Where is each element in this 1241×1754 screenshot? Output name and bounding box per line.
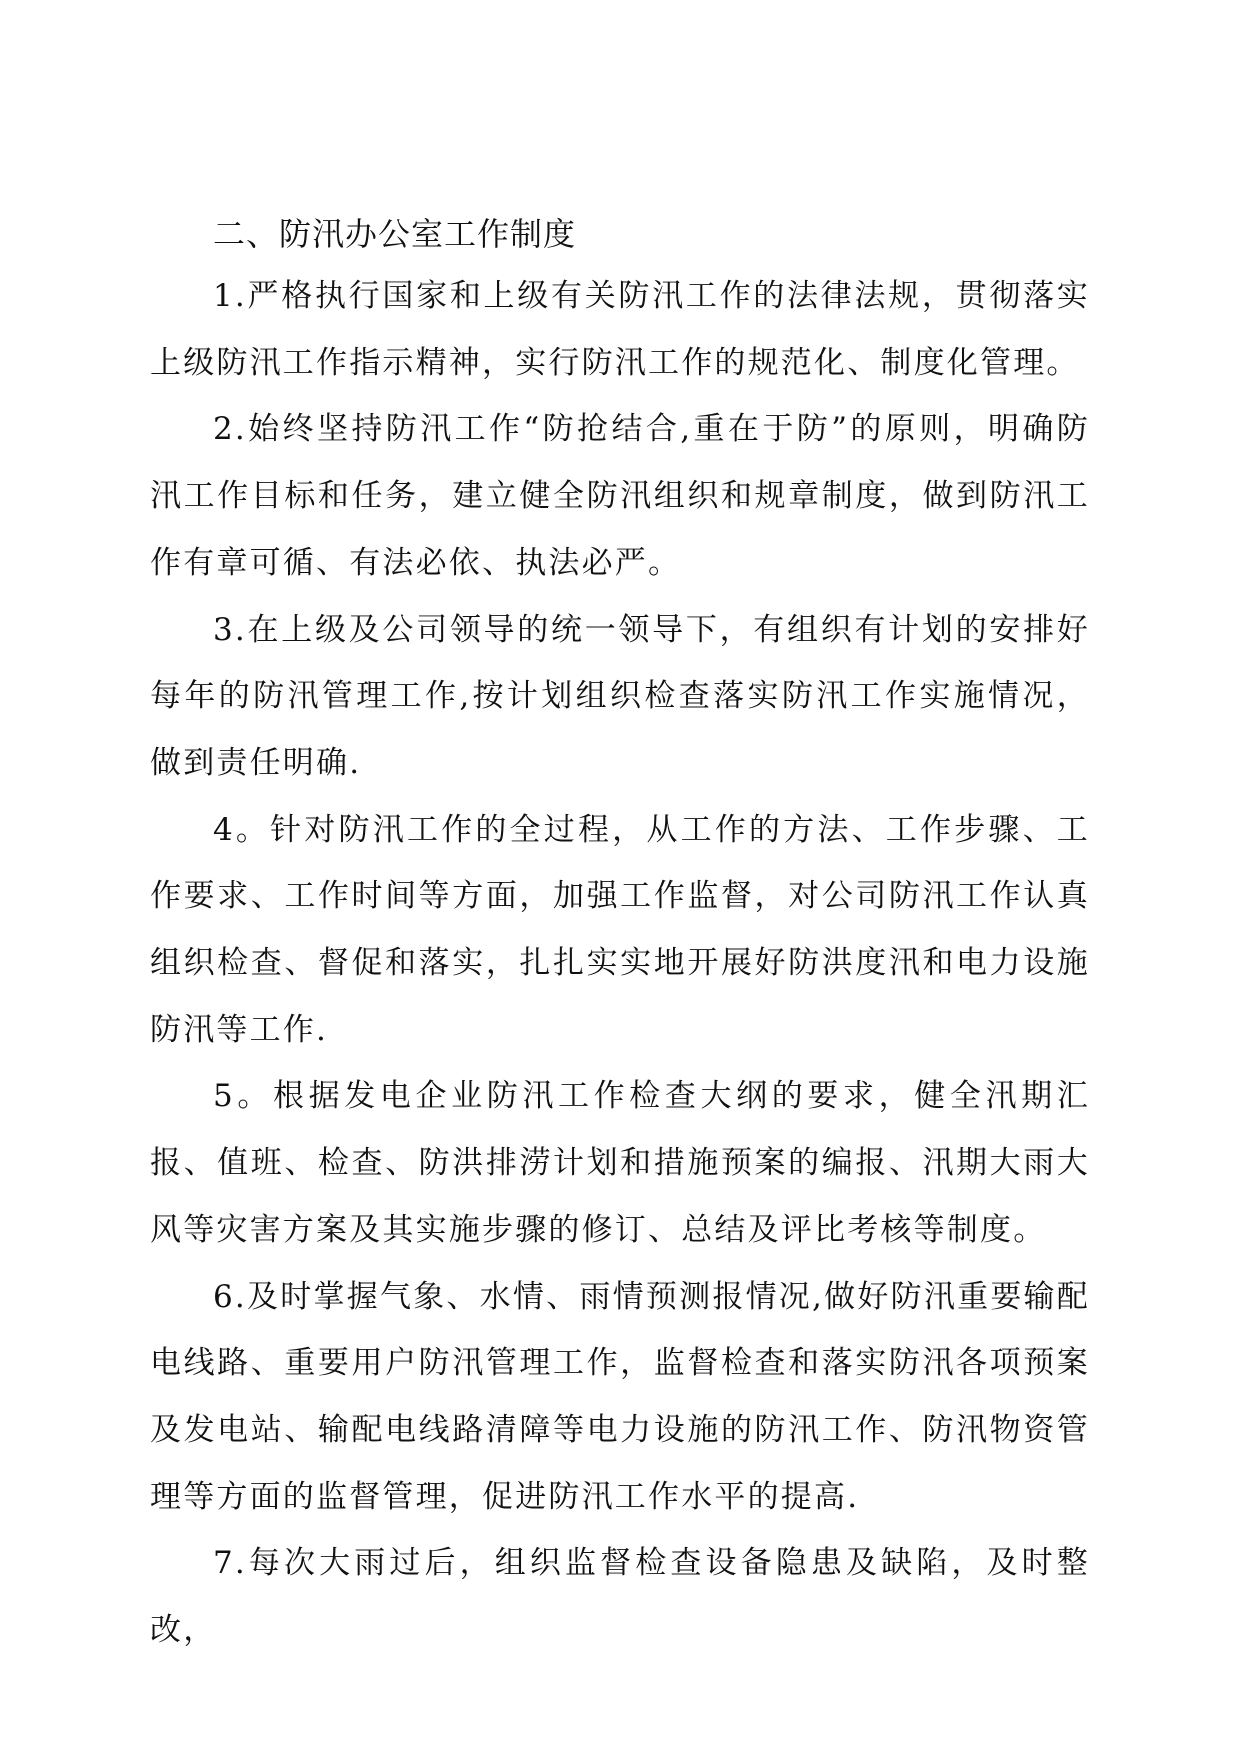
- paragraph-3: 3.在上级及公司领导的统一领导下，有组织有计划的安排好每年的防汛管理工作,按计划组织检查落实防汛工作实施情况，做到责任明确.: [150, 611, 1090, 781]
- paragraph-6: 6.及时掌握气象、水情、雨情预测报情况,做好防汛重要输配电线路、重要用户防汛管理工作，监督检查和落实防汛各项预案及发电站、输配电线路清障等电力设施的防汛工作、防汛物资管理等方面的监督管理，促进防汛工作水平的提高.: [150, 1278, 1090, 1515]
- paragraph-2: 2.始终坚持防汛工作“防抢结合,重在于防”的原则，明确防汛工作目标和任务，建立健全防汛组织和规章制度，做到防汛工作有章可循、有法必依、执法必严。: [150, 411, 1090, 581]
- paragraph-4: 4。针对防汛工作的全过程，从工作的方法、工作步骤、工作要求、工作时间等方面，加强工作监督，对公司防汛工作认真组织检查、督促和落实，扎扎实实地开展好防洪度汛和电力设施防汛等工作.: [150, 811, 1090, 1048]
- paragraph-5: 5。根据发电企业防汛工作检查大纲的要求，健全汛期汇报、值班、检查、防洪排涝计划和措施预案的编报、汛期大雨大风等灾害方案及其实施步骤的修订、总结及评比考核等制度。: [150, 1078, 1090, 1248]
- paragraph-7: 7.每次大雨过后，组织监督检查设备隐患及缺陷，及时整改，: [150, 1545, 1090, 1649]
- document-page: [150, 205, 1090, 1664]
- section-heading: 二、防汛办公室工作制度: [213, 215, 577, 253]
- paragraph-1: 1.严格执行国家和上级有关防汛工作的法律法规，贯彻落实上级防汛工作指示精神，实行防汛工作的规范化、制度化管理。: [150, 278, 1090, 381]
